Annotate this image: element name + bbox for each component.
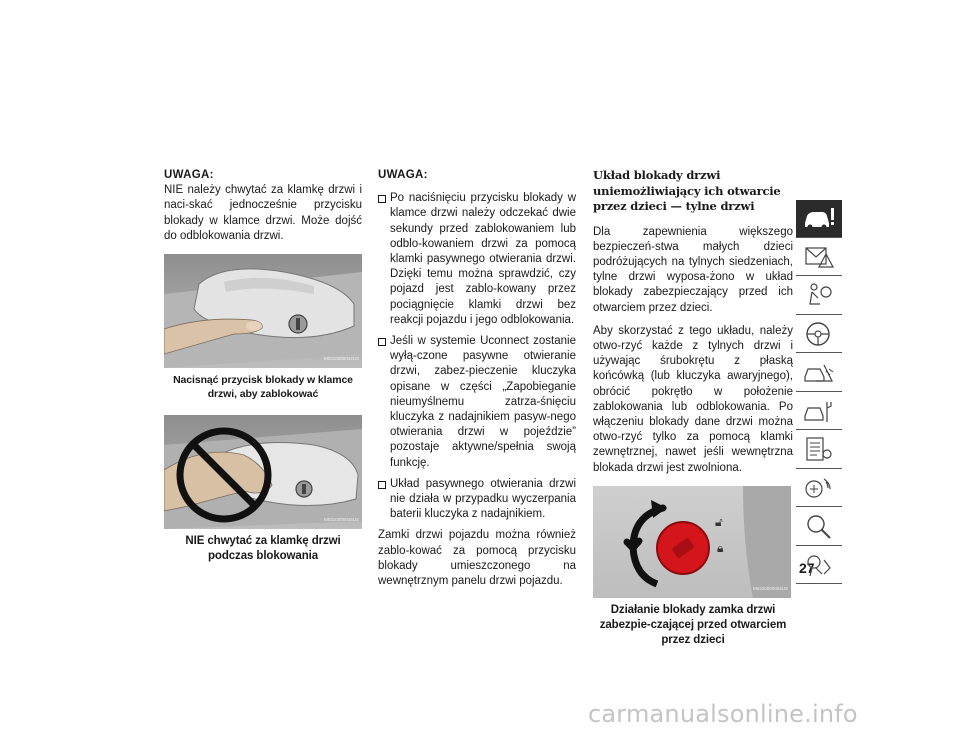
list-item: Po naciśnięciu przycisku blokady w klamce drzwi należy odczekać dwie sekundy przed zablokowaniem lub odblo-kowaniem drzwi za pomocą klamki pasywnego otwierania drzwi. Dzięki temu można sprawdzić, czy pojazd jest zablo-kowany przez pociągnięcie klamki drzwi bez reakcji pojazdu i jego odblokowania. xyxy=(378,191,576,328)
chapter-tabs xyxy=(796,200,842,585)
tab-emergency[interactable] xyxy=(796,354,842,392)
watermark: carmanualsonline.info xyxy=(588,700,858,728)
child-lock-photo xyxy=(593,486,791,598)
tab-languages[interactable] xyxy=(796,547,842,585)
note-label: UWAGA: xyxy=(164,169,214,181)
bullet-box-icon xyxy=(378,338,386,346)
section-heading: Układ blokady drzwi uniemożliwiający ich otwarcie przez dzieci — tylne drzwi xyxy=(593,168,781,213)
car-crash-icon xyxy=(802,357,836,387)
search-index-icon xyxy=(802,511,836,541)
column-middle xyxy=(378,168,576,597)
body-paragraph: Zamki drzwi pojazdu można również zablo-kować za pomocą przycisku blokady umieszczonego na wewnętrznym panelu drzwi pojazdu. xyxy=(378,529,576,588)
figure-code: M0310000084US xyxy=(752,585,788,591)
tab-index[interactable] xyxy=(796,508,842,546)
language-icon xyxy=(802,550,836,580)
body-paragraph: Aby skorzystać z tego układu, należy otwo-rzyć każde z tylnych drzwi i używając śrubokrętu z płaską końcówką (lub kluczyka awaryjnego), obrócić pokrętło w położenie zablokowania lub odblokowania. Po włączeniu blokady dane drzwi można otwo-rzyć tylko za pomocą klamki zewnętrznej, nawet jeśli wewnętrzna blokada drzwi jest zwolniona. xyxy=(593,324,793,474)
list-item: Układ pasywnego otwierania drzwi nie działa w przypadku wyczerpania baterii kluczyka z nadajnikiem. xyxy=(378,477,576,523)
figure-code: M0310000045US xyxy=(323,516,359,522)
list-item: Jeśli w systemie Uconnect zostanie wyłą-czone pasywne otwieranie drzwi, zabez-pieczenie kluczyka opisane w części „Zapobieganie nieumyślnemu zatrza-śnięciu kluczyka z nadajnikiem pasyw-nego otwierania drzwi w pojeździe” pozostaje aktywne/spełnia swoją funkcję. xyxy=(378,334,576,471)
tab-specifications[interactable] xyxy=(796,431,842,469)
body-paragraph: Dla zapewnienia większego bezpieczeń-stwa małych dzieci podróżujących na tylnych siedzeniach, tylne drzwi wyposa-żono w układ blokady zabezpieczający przed ich otwarciem przez dzieci. xyxy=(593,225,793,314)
svg-text:🔓︎: 🔓︎ xyxy=(715,514,723,529)
tab-service[interactable] xyxy=(796,393,842,431)
car-service-icon xyxy=(802,396,836,426)
tab-driving[interactable] xyxy=(796,316,842,354)
figure-caption: Nacisnąć przycisk blokady w klamce drzwi, aby zablokować xyxy=(173,374,353,401)
specifications-list-icon xyxy=(802,434,836,464)
multimedia-icon xyxy=(802,473,836,503)
tab-warnings[interactable] xyxy=(796,239,842,277)
tab-multimedia[interactable] xyxy=(796,470,842,508)
column-right xyxy=(593,168,793,662)
figure-caption: NIE chwytać za klamkę drzwi podczas blokowania xyxy=(185,535,341,563)
figure-code: M0310000044US xyxy=(323,355,359,361)
note-bullet-list xyxy=(378,191,576,522)
bullet-box-icon xyxy=(378,481,386,489)
warning-message-icon xyxy=(802,242,836,272)
steering-wheel-icon xyxy=(802,319,836,349)
car-info-icon xyxy=(802,203,836,233)
tab-car-info[interactable] xyxy=(796,200,842,238)
figure-caption: Działanie blokady zamka drzwi zabezpie-czającej przed otwarciem przez dzieci xyxy=(599,603,787,646)
page-number: 27 xyxy=(799,560,815,576)
note-text: NIE należy chwytać za klamkę drzwi i naci-skać jednocześnie przycisku blokady w klamce drzwi. Może dojść do odblokowania drzwi. xyxy=(164,184,362,242)
svg-text:🔒︎: 🔒︎ xyxy=(717,540,724,555)
seat-airbag-icon xyxy=(802,280,836,310)
door-handle-press-photo xyxy=(164,254,362,368)
bullet-box-icon xyxy=(378,195,386,203)
door-handle-grab-photo xyxy=(164,415,362,529)
column-left xyxy=(164,168,362,578)
tab-seats-airbags[interactable] xyxy=(796,277,842,315)
note-label: UWAGA: xyxy=(378,169,428,181)
